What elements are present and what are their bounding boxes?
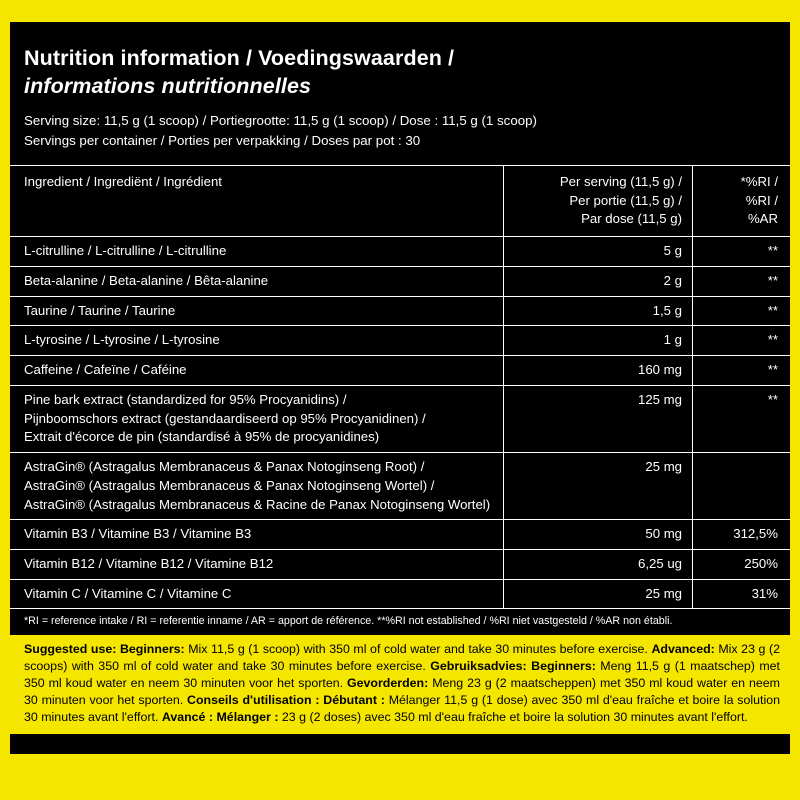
ingredient-amount: 6,25 ug bbox=[504, 549, 693, 579]
ingredient-amount: 5 g bbox=[504, 237, 693, 267]
nutrition-table-body bbox=[10, 237, 790, 609]
usage-label-melanger-fr: Mélanger : bbox=[216, 710, 279, 725]
page-title-line2: informations nutritionnelles bbox=[24, 74, 312, 99]
ingredient-name-line: L-citrulline / L-citrulline / L-citrulline bbox=[24, 243, 227, 259]
ingredient-amount: 25 mg bbox=[504, 453, 693, 520]
ingredient-ri: ** bbox=[693, 385, 790, 452]
ingredient-ri: ** bbox=[693, 326, 790, 356]
nutrition-table bbox=[10, 165, 790, 608]
column-header-per-serving bbox=[504, 165, 693, 236]
usage-text-advanced-fr: 23 g (2 doses) avec 350 ml d'eau fraîche et boire la solution 30 minutes avant l'effort. bbox=[278, 710, 748, 725]
frame-left-border bbox=[0, 0, 10, 800]
nutrition-table-head bbox=[10, 165, 790, 236]
ingredient-ri: ** bbox=[693, 296, 790, 326]
ingredient-amount: 25 mg bbox=[504, 579, 693, 608]
column-header-per-serving-line1: Per serving (11,5 g) / bbox=[559, 173, 683, 189]
table-row bbox=[10, 326, 790, 356]
ingredient-ri bbox=[693, 453, 790, 520]
column-header-per-serving-line3: Par dose (11,5 g) bbox=[581, 211, 683, 227]
ingredient-name-line: Extrait d'écorce de pin (standardisé à 95% de procyanidines) bbox=[24, 429, 380, 445]
usage-label-beginners-en: Beginners: bbox=[119, 641, 185, 656]
ingredient-name bbox=[10, 237, 504, 267]
table-row bbox=[10, 453, 790, 520]
table-header-row bbox=[10, 165, 790, 236]
ingredient-name-line: Taurine / Taurine / Taurine bbox=[24, 302, 176, 318]
servings-per-container-line: Servings per container / Porties per verpakking / Doses par pot : 30 bbox=[24, 133, 421, 149]
frame-top-border bbox=[0, 0, 800, 22]
suggested-use-block bbox=[10, 635, 790, 735]
usage-text-beginners-nl: Meng 11,5 g (1 maatschep) met 350 ml koud water en neem 30 minuten voor het sporten. bbox=[24, 659, 780, 691]
ingredient-amount: 50 mg bbox=[504, 520, 693, 550]
ingredient-amount: 125 mg bbox=[504, 385, 693, 452]
ingredient-name-line: Pine bark extract (standardized for 95% Procyanidins) / bbox=[24, 391, 347, 407]
ingredient-ri: 250% bbox=[693, 549, 790, 579]
ingredient-name bbox=[10, 356, 504, 386]
ingredient-name-line: Vitamin B12 / Vitamine B12 / Vitamine B12 bbox=[24, 555, 274, 571]
ingredient-name-line: AstraGin® (Astragalus Membranaceus & Panax Notoginseng Wortel) / bbox=[24, 477, 435, 493]
ingredient-name-line: AstraGin® (Astragalus Membranaceus & Panax Notoginseng Root) / bbox=[24, 459, 425, 475]
column-header-ri-line2: %RI / bbox=[745, 192, 778, 208]
ingredient-ri: ** bbox=[693, 237, 790, 267]
ingredient-name bbox=[10, 579, 504, 608]
table-row bbox=[10, 296, 790, 326]
usage-label-fr: Conseils d'utilisation : bbox=[187, 693, 320, 708]
usage-label-en: Suggested use: bbox=[24, 641, 117, 656]
column-header-ingredient: Ingredient / Ingrediënt / Ingrédient bbox=[10, 165, 504, 236]
ingredient-name-line: Caffeine / Cafeïne / Caféine bbox=[24, 362, 187, 378]
ingredient-name bbox=[10, 385, 504, 452]
serving-info bbox=[10, 101, 790, 152]
ingredient-name bbox=[10, 326, 504, 356]
page-title-line1: Nutrition information / Voedingswaarden / bbox=[24, 46, 455, 70]
usage-label-advanced-nl: Gevorderden: bbox=[347, 676, 429, 691]
column-header-ri-line3: %AR bbox=[747, 211, 778, 227]
usage-label-advanced-en: Advanced: bbox=[651, 641, 715, 656]
table-row bbox=[10, 549, 790, 579]
usage-label-beginners-nl: Beginners: bbox=[531, 659, 596, 673]
ingredient-ri: ** bbox=[693, 356, 790, 386]
ingredient-ri: ** bbox=[693, 266, 790, 296]
usage-text-beginners-en: Mix 11,5 g (1 scoop) with 350 ml of cold water and take 30 minutes before exercise. bbox=[184, 641, 652, 656]
table-row bbox=[10, 385, 790, 452]
usage-text-beginners-fr: Mélanger 11,5 g (1 dose) avec 350 ml d'eau fraîche et boire la solution 30 minutes avant l'effort. bbox=[24, 693, 780, 725]
ingredient-name-line: Pijnboomschors extract (gestandaardiseerd op 95% Procyanidinen) / bbox=[24, 410, 426, 426]
column-header-ri bbox=[693, 165, 790, 236]
column-header-per-serving-line2: Per portie (11,5 g) / bbox=[569, 192, 683, 208]
ingredient-name-line: AstraGin® (Astragalus Membranaceus & Racine de Panax Notoginseng Wortel) bbox=[24, 496, 491, 512]
ingredient-name bbox=[10, 520, 504, 550]
usage-label-advanced-fr: Avancé : bbox=[161, 710, 214, 725]
label-content bbox=[10, 22, 790, 754]
usage-label-nl: Gebruiksadvies: bbox=[430, 659, 527, 673]
usage-label-beginners-fr: Débutant : bbox=[323, 693, 385, 708]
ingredient-name-line: Vitamin B3 / Vitamine B3 / Vitamine B3 bbox=[24, 526, 252, 542]
ingredient-ri: 31% bbox=[693, 579, 790, 608]
frame-right-border bbox=[790, 0, 800, 800]
ingredient-name-line: Beta-alanine / Beta-alanine / Bêta-alanine bbox=[24, 272, 269, 288]
ingredient-name-line: Vitamin C / Vitamine C / Vitamine C bbox=[24, 585, 232, 601]
ingredient-name-line: L-tyrosine / L-tyrosine / L-tyrosine bbox=[24, 332, 220, 348]
ingredient-name bbox=[10, 266, 504, 296]
table-row bbox=[10, 520, 790, 550]
table-row bbox=[10, 579, 790, 608]
frame-bottom-border bbox=[0, 754, 800, 800]
ingredient-name bbox=[10, 296, 504, 326]
ingredient-amount: 1,5 g bbox=[504, 296, 693, 326]
table-row bbox=[10, 266, 790, 296]
ingredient-amount: 2 g bbox=[504, 266, 693, 296]
table-row bbox=[10, 356, 790, 386]
table-footnote: *RI = reference intake / RI = referentie inname / AR = apport de référence. **%RI not established / %RI niet vastgesteld / %AR non établi. bbox=[10, 608, 790, 634]
table-row bbox=[10, 237, 790, 267]
page-title bbox=[10, 22, 790, 101]
usage-text-advanced-nl: Meng 23 g (2 maatscheppen) met 350 ml koud water en neem 30 minuten voor het sporten. bbox=[24, 676, 780, 708]
ingredient-name bbox=[10, 453, 504, 520]
ingredient-amount: 1 g bbox=[504, 326, 693, 356]
usage-text-advanced-en: Mix 23 g (2 scoops) with 350 ml of cold water and take 30 minutes before exercise. bbox=[24, 641, 780, 673]
ingredient-ri: 312,5% bbox=[693, 520, 790, 550]
ingredient-amount: 160 mg bbox=[504, 356, 693, 386]
ingredient-name bbox=[10, 549, 504, 579]
column-header-ri-line1: *%RI / bbox=[740, 173, 778, 189]
serving-size-line: Serving size: 11,5 g (1 scoop) / Portiegrootte: 11,5 g (1 scoop) / Dose : 11,5 g (1 scoop) bbox=[24, 112, 537, 128]
